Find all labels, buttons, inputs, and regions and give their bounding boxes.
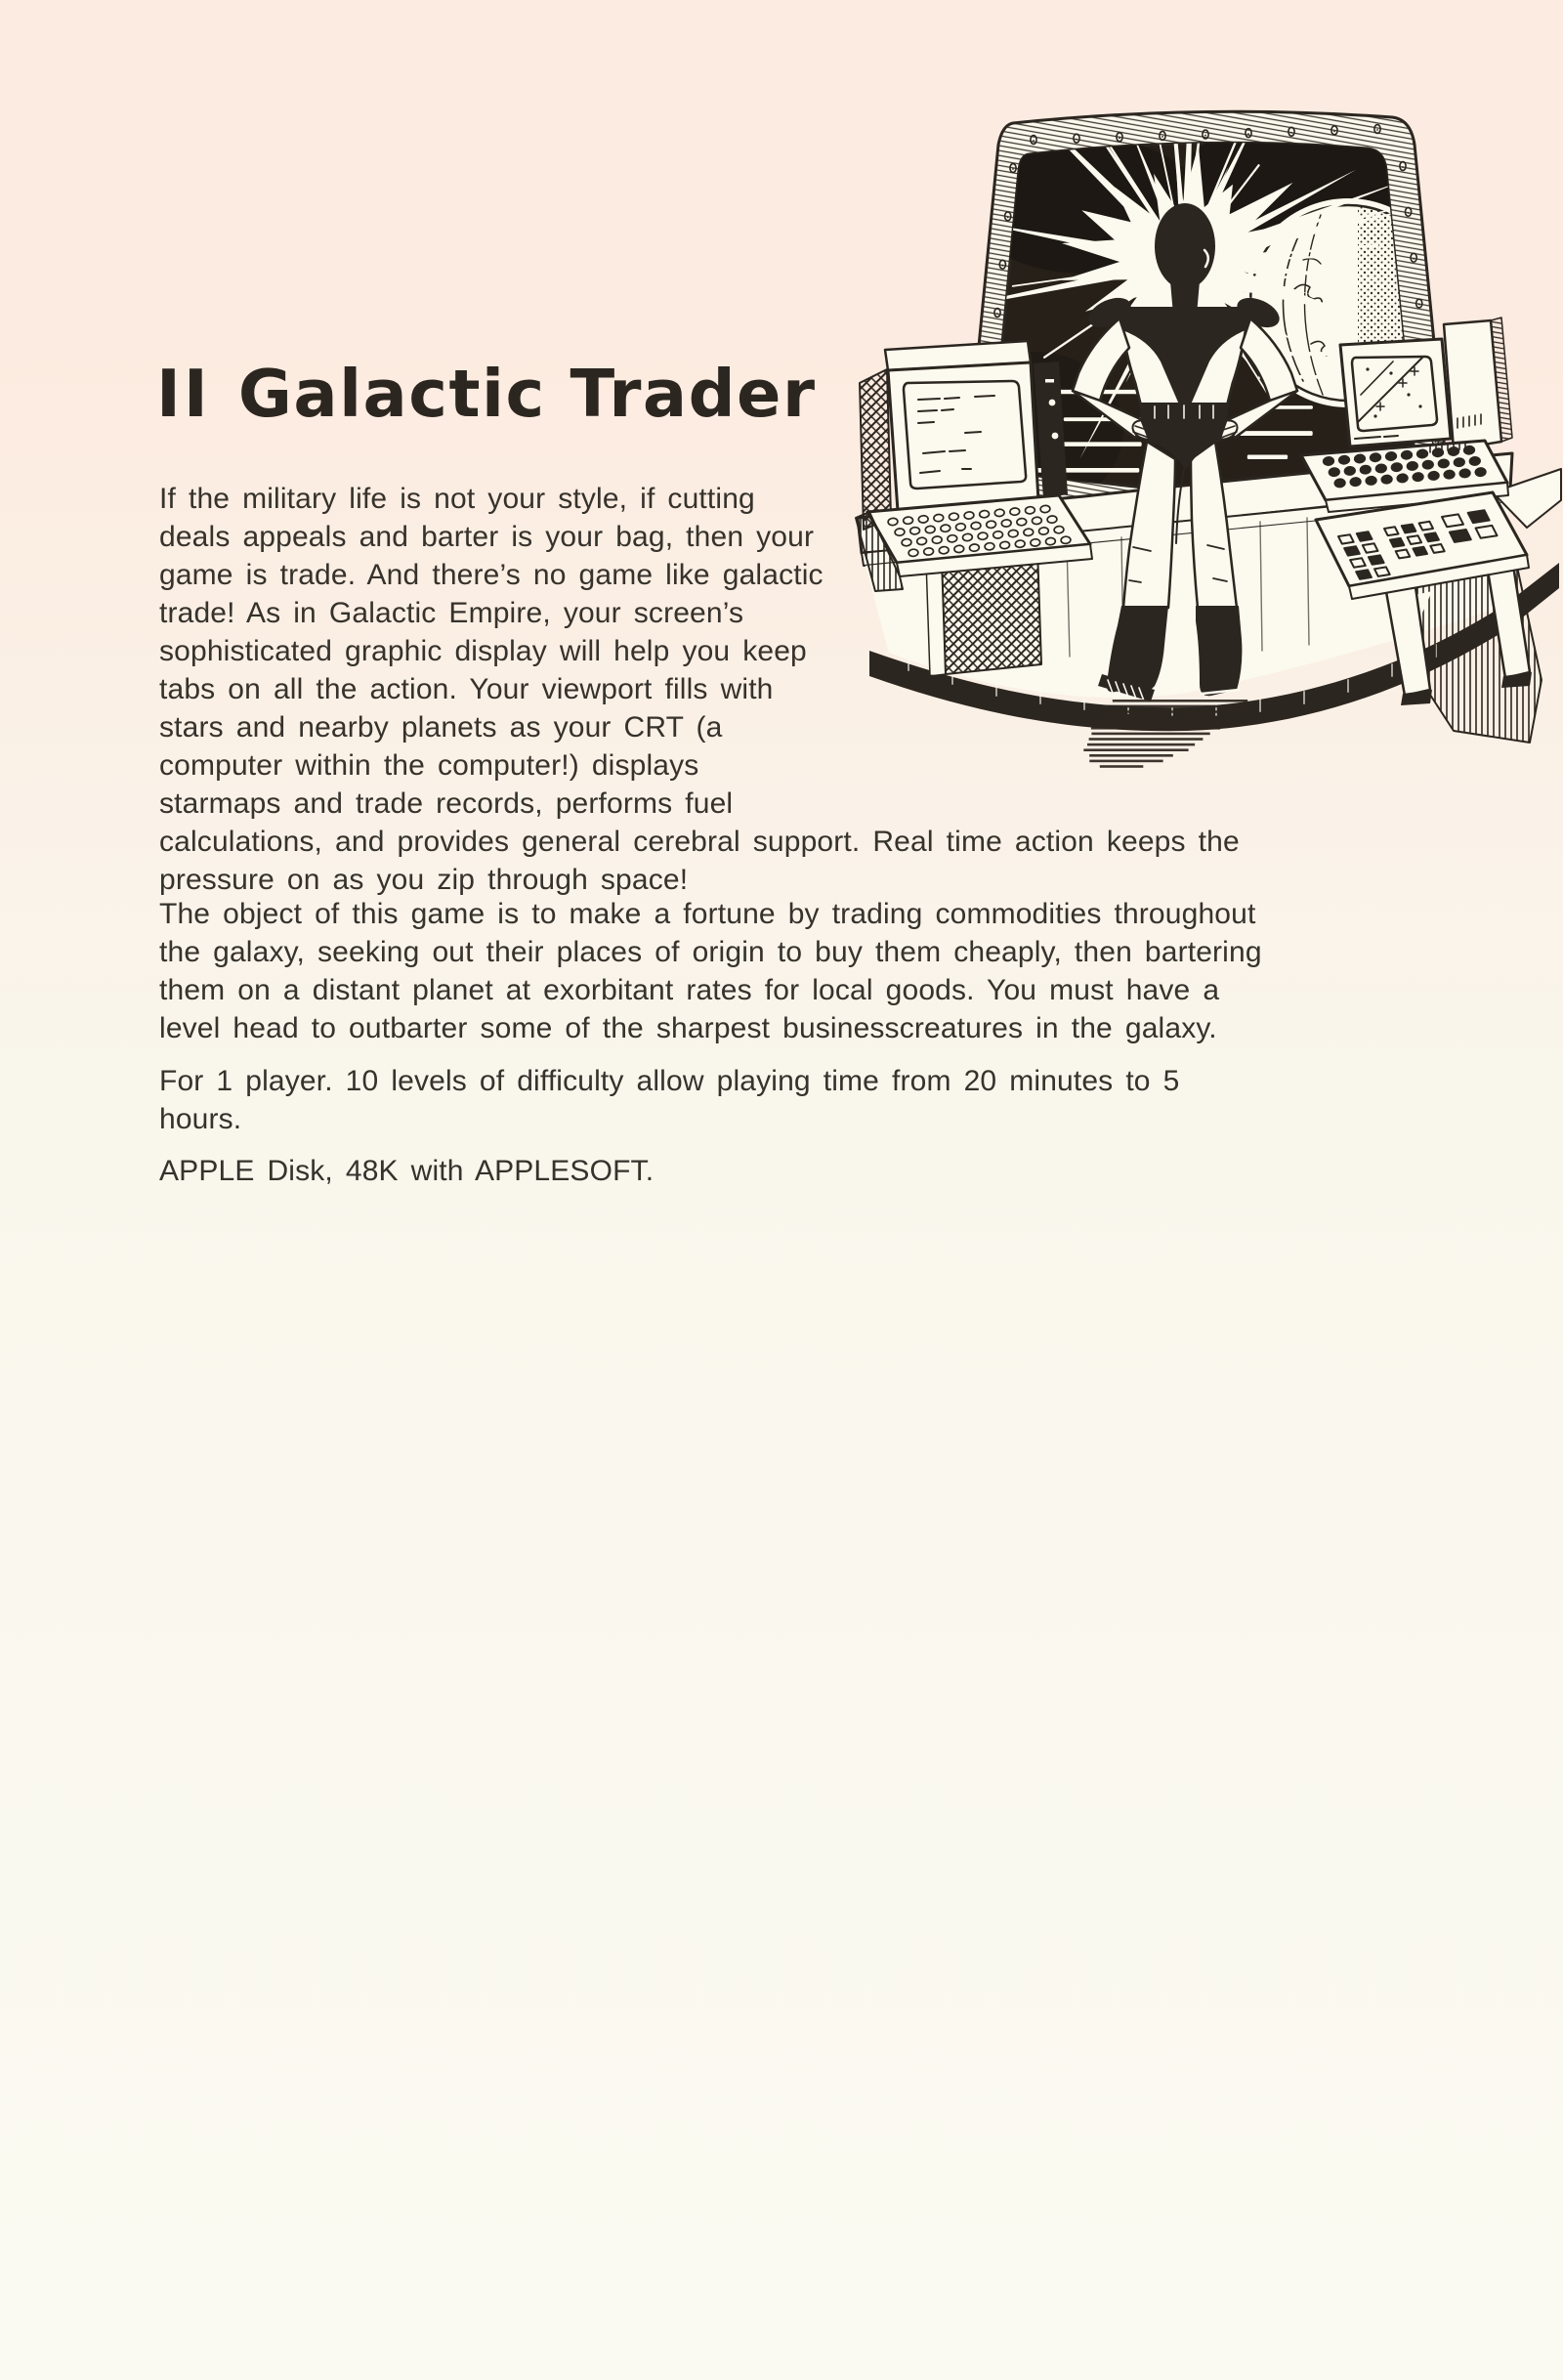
- paragraph-object: [159, 895, 1262, 1047]
- system-requirements: APPLE Disk, 48K with APPLESOFT.: [159, 1155, 655, 1187]
- text-line: computer within the computer!) displays: [159, 749, 699, 782]
- paragraph-players: [159, 1062, 1179, 1138]
- section-number: II: [156, 356, 211, 432]
- text-line: sophisticated graphic display will help you keep: [159, 635, 807, 667]
- text-line: For 1 player. 10 levels of difficulty allow playing time from 20 minutes to 5: [159, 1065, 1180, 1097]
- paragraph-intro: [159, 480, 1240, 899]
- paragraph-system: [159, 1152, 654, 1190]
- text-line: The object of this game is to make a fortune by trading commodities throughout: [159, 898, 1256, 930]
- text-line: calculations, and provides general cerebral support. Real time action keeps the: [159, 826, 1240, 858]
- text-line: them on a distant planet at exorbitant rates for local goods. You must have a: [159, 974, 1220, 1006]
- text-line: tabs on all the action. Your viewport fills with: [159, 673, 774, 705]
- text-line: If the military life is not your style, if cutting: [159, 483, 755, 515]
- text-line: stars and nearby planets as your CRT (a: [159, 711, 723, 744]
- text-line: the galaxy, seeking out their places of origin to buy them cheaply, then bartering: [159, 936, 1262, 968]
- text-line: game is trade. And there’s no game like galactic: [159, 559, 824, 591]
- text-line: starmaps and trade records, performs fuel: [159, 787, 734, 820]
- title-text: Galactic Trader: [237, 356, 817, 432]
- text-line: hours.: [159, 1103, 242, 1135]
- text-line: deals appeals and barter is your bag, then your: [159, 521, 815, 553]
- text-line: level head to outbarter some of the sharpest businesscreatures in the galaxy.: [159, 1012, 1217, 1044]
- text-line: trade! As in Galactic Empire, your screen’s: [159, 597, 744, 629]
- text-line: pressure on as you zip through space!: [159, 864, 689, 896]
